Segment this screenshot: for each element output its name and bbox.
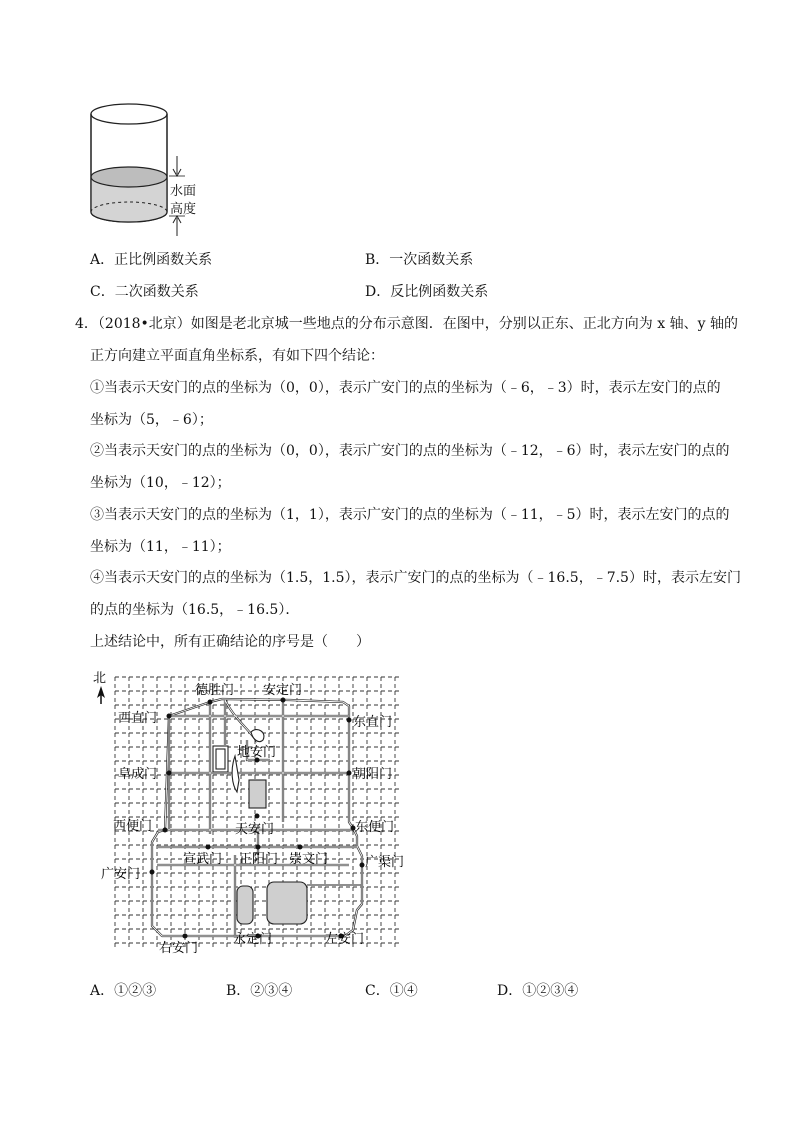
q4-statement-2-line1: ②当表示天安门的点的坐标为（0，0），表示广安门的点的坐标为（﹣12，﹣6）时，表示左安门的点的 bbox=[90, 443, 730, 459]
cylinder-label-1: 水面 bbox=[170, 184, 197, 199]
q4-option-c: C．①④ bbox=[365, 983, 418, 999]
map-label-xizhimen: 西直门 bbox=[118, 711, 158, 726]
q4-statement-4-line2: 的点的坐标为（16.5，﹣16.5）． bbox=[90, 602, 300, 618]
q4-statement-3-line2: 坐标为（11，﹣11）； bbox=[90, 539, 231, 555]
map-label-dianmen: 地安门 bbox=[237, 745, 277, 760]
q3-option-a: A．正比例函数关系 bbox=[90, 252, 213, 268]
q4-option-b: B．②③④ bbox=[226, 983, 293, 999]
q4-statement-3-line1: ③当表示天安门的点的坐标为（1，1），表示广安门的点的坐标为（﹣11，﹣5）时，表示左安门的点的 bbox=[90, 507, 730, 523]
q3-option-d: D．反比例函数关系 bbox=[365, 284, 489, 300]
map-label-tiananmen: 天安门 bbox=[235, 822, 275, 837]
beijing-map bbox=[85, 660, 415, 965]
q4-intro-line2: 正方向建立平面直角坐标系，有如下四个结论： bbox=[90, 348, 384, 364]
map-label-chaoyangmen: 朝阳门 bbox=[353, 767, 393, 782]
map-label-deshengmen: 德胜门 bbox=[195, 683, 235, 698]
map-label-guangqumen: 广渠门 bbox=[365, 855, 405, 870]
q3-option-b: B．一次函数关系 bbox=[365, 252, 474, 268]
map-label-yongdingmen: 永定门 bbox=[233, 932, 273, 947]
q4-intro-line1: 4．（2018•北京）如图是老北京城一些地点的分布示意图．在图中，分别以正东、正北方向为 x 轴、y 轴的 bbox=[75, 316, 738, 332]
q3-option-c: C．二次函数关系 bbox=[90, 284, 199, 300]
map-label-north: 北 bbox=[93, 671, 107, 686]
map-label-xibianmen: 西便门 bbox=[113, 819, 153, 834]
q4-question: 上述结论中，所有正确结论的序号是（ ） bbox=[90, 634, 370, 650]
q4-statement-4-line1: ④当表示天安门的点的坐标为（1.5，1.5），表示广安门的点的坐标为（﹣16.5，﹣7.5）时，表示左安门 bbox=[90, 570, 741, 586]
map-label-fuchengmen: 阜成门 bbox=[118, 767, 158, 782]
map-label-guanganmen: 广安门 bbox=[101, 867, 141, 882]
map-label-dongbianmen: 东便门 bbox=[355, 820, 395, 835]
map-label-andingmen: 安定门 bbox=[263, 683, 303, 698]
map-label-zuoanmen: 左安门 bbox=[325, 932, 365, 947]
cylinder-figure bbox=[85, 90, 215, 240]
q4-statement-1-line1: ①当表示天安门的点的坐标为（0，0），表示广安门的点的坐标为（﹣6，﹣3）时，表示左安门的点的 bbox=[90, 380, 721, 396]
map-label-youanmen: 右安门 bbox=[159, 941, 199, 956]
q4-option-a: A．①②③ bbox=[90, 983, 157, 999]
q4-option-d: D．①②③④ bbox=[497, 983, 579, 999]
map-label-zhengyangmen: 正阳门 bbox=[239, 852, 279, 867]
map-label-dongzhimen: 东直门 bbox=[353, 715, 393, 730]
cylinder-label-2: 高度 bbox=[170, 202, 197, 217]
q4-statement-2-line2: 坐标为（10，﹣12）； bbox=[90, 475, 231, 491]
map-label-xuanwumen: 宣武门 bbox=[183, 852, 223, 867]
map-label-chongwenmen: 崇文门 bbox=[289, 852, 329, 867]
q4-statement-1-line2: 坐标为（5，﹣6）； bbox=[90, 412, 213, 428]
